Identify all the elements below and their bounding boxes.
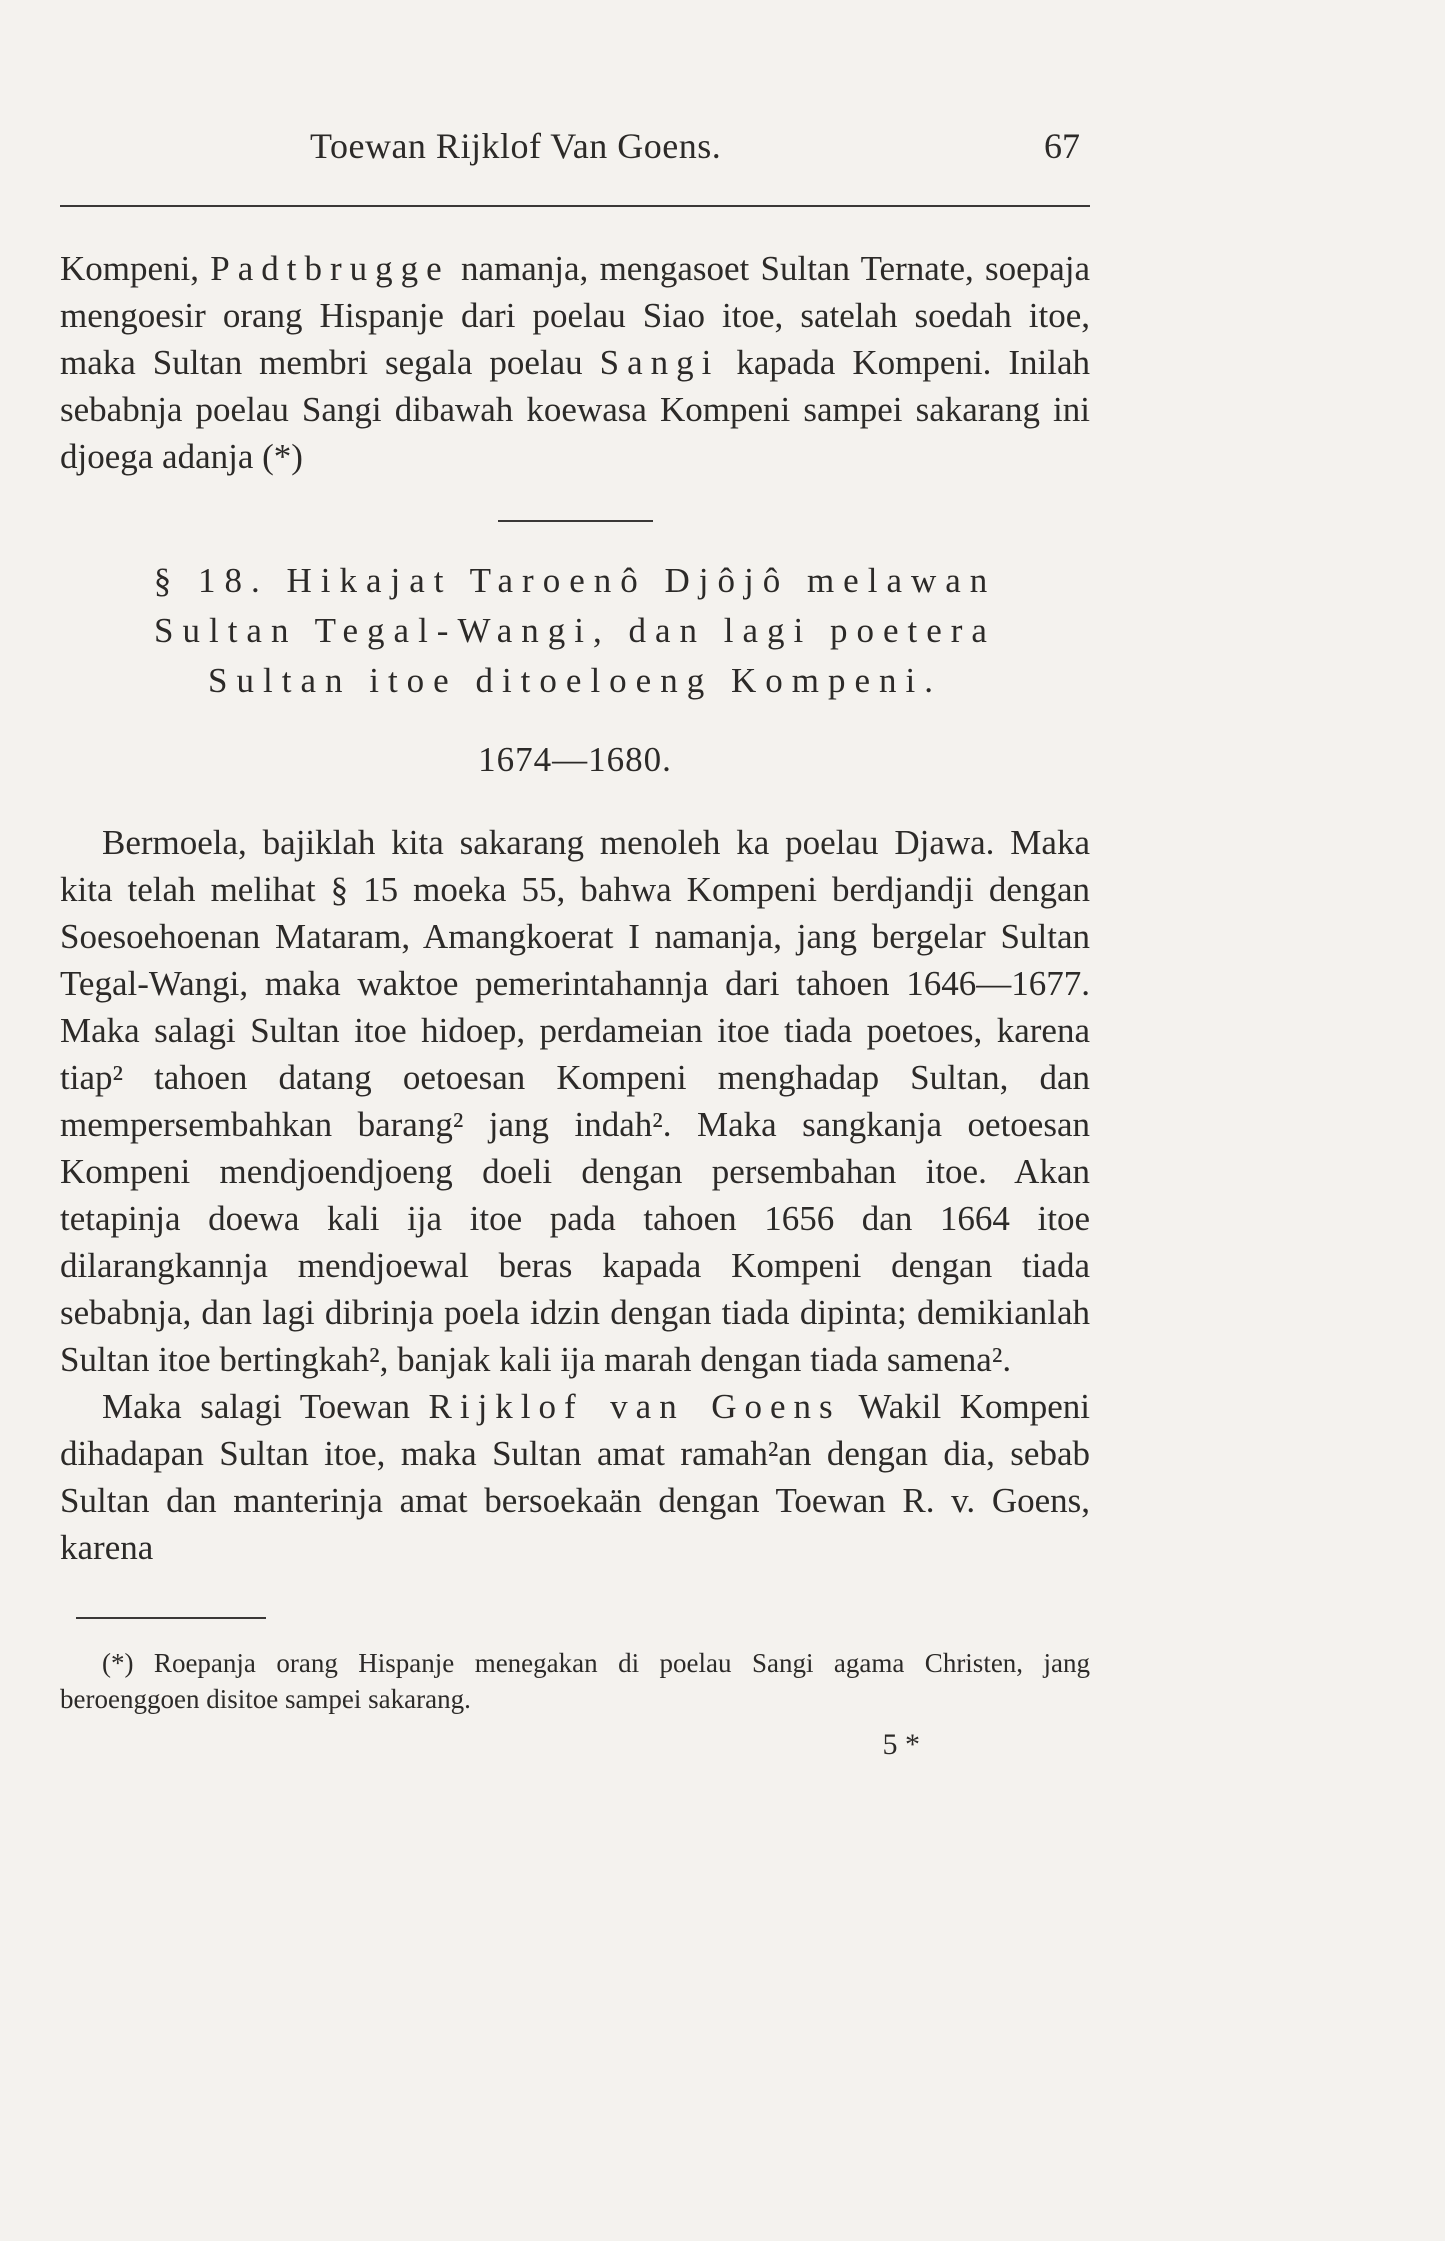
para1-text-c: kapada Kompeni. Inilah sebabnja poelau Sangi dibawah koewasa Kompeni sampei sakarang ini djoega adanja (*) bbox=[60, 343, 1090, 476]
header-rule bbox=[60, 205, 1090, 207]
paragraph-1 bbox=[60, 245, 1090, 480]
page-number: 67 bbox=[1044, 126, 1080, 166]
section-years: 1674—1680. bbox=[478, 740, 672, 779]
name-rijklof-van-goens: Rijklof van Goens bbox=[428, 1387, 841, 1426]
page-body bbox=[60, 245, 1090, 1768]
section-heading bbox=[60, 556, 1090, 706]
running-head: Toewan Rijklof Van Goens. bbox=[310, 126, 722, 166]
section-heading-line-1: § 18. Hikajat Taroenô Djôjô melawan bbox=[153, 561, 997, 600]
para3-text-a: Maka salagi Toewan bbox=[102, 1387, 429, 1426]
paragraph-3 bbox=[60, 1383, 1090, 1571]
section-divider bbox=[498, 520, 653, 522]
book-page bbox=[60, 125, 1091, 1761]
signature-mark: 5 * bbox=[882, 1728, 920, 1761]
footnote: (*) Roepanja orang Hispanje menegakan di poelau Sangi agama Christen, jang beroenggoen disitoe sampei sakarang. bbox=[60, 1648, 1090, 1714]
name-padtbrugge: Padtbrugge bbox=[210, 249, 450, 288]
section-heading-line-3: Sultan itoe ditoeloeng Kompeni. bbox=[208, 661, 942, 700]
name-sangi: Sangi bbox=[599, 343, 720, 382]
section-heading-line-2: Sultan Tegal-Wangi, dan lagi poetera bbox=[154, 611, 996, 650]
para1-text-b: namanja, mengasoet Sultan Ternate, soepaja mengoesir orang Hispanje dari poelau Siao itoe, satelah soedah itoe, maka Sultan membri segala poelau bbox=[60, 249, 1090, 382]
para3-text-b: Wakil Kompeni dihadapan Sultan itoe, maka Sultan amat ramah²an dengan dia, sebab Sultan dan manterinja amat bersoekaän dengan Toewan R. v. Goens, karena bbox=[60, 1387, 1091, 1567]
footnote-rule bbox=[76, 1617, 266, 1619]
paragraph-2: Bermoela, bajiklah kita sakarang menoleh ka poelau Djawa. Maka kita telah melihat § 15 moeka 55, bahwa Kompeni berdjandji dengan Soesoehoenan Mataram, Amangkoerat I namanja, jang bergelar Sultan Tegal-Wangi, maka waktoe pemerintahannja dari tahoen 1646—1677. Maka salagi Sultan itoe hidoep, perdameian itoe tiada poetoes, karena tiap² tahoen datang oetoesan Kompeni menghadap Sultan, dan mempersembahkan barang² jang indah². Maka sangkanja oetoesan Kompeni mendjoendjoeng doeli dengan persembahan itoe. Akan tetapinja doewa kali ija itoe pada tahoen 1656 dan 1664 itoe dilarangkannja mendjoewal beras kapada Kompeni dengan tiada sebabnja, dan lagi dibrinja poela idzin dengan tiada dipinta; demikianlah Sultan itoe bertingkah², banjak kali ija marah dengan tiada samena². bbox=[60, 823, 1090, 1379]
para1-text-a: Kompeni, bbox=[60, 249, 211, 288]
page-header bbox=[60, 125, 1090, 185]
